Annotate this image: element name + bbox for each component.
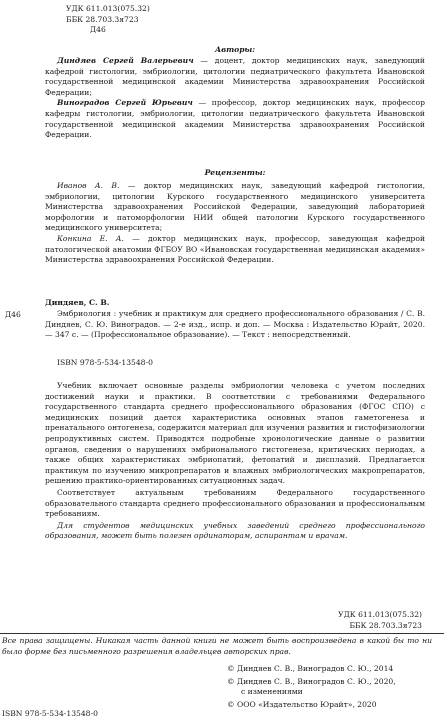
annotation-paragraph-1: Учебник включает основные разделы эмбриологии человека с учетом последних достижений науки и практики. В соответствии с требованиями Федерального государственного стандарта среднего профессионального образования (ФГОС СПО) с медицинских позиций дается характеристика основных этапов гаметогенеза и пренатального онтогенеза, содержится материал для изучения развития и гистофизиологии репродуктивных систем. Приводятся подробные хронологические данные о развитии органов, сведения о нарушениях эмбрионального гистогенеза, критических периодах, а также общих характеристиках эмбриопатий, фетопатий и дисплазий. Предлагается практикум по изучению микропрепаратов и влажных эмбриологических макропрепаратов, решению практико-ориентированных ситуационных задач. — [45, 381, 425, 486]
reviewer-2-text: — доктор медицинских наук, профессор, заведующая кафедрой патологической анатомии ФГБОУ ВО «Ивановская государственная медицинская академия» Министерства здравоохранения Российской Федерации. — [45, 233, 425, 265]
authors-block — [45, 56, 425, 141]
rights-isbn: ISBN 978-5-534-13548-0 — [2, 709, 98, 718]
copyright-block — [227, 664, 442, 710]
udk-code: УДК 611.013(075.32) — [66, 4, 150, 13]
copyright-line-1: © Диндяев С. В., Виноградов С. Ю., 2014 — [227, 664, 394, 673]
reviewers-heading: Рецензенты: — [204, 168, 266, 177]
annotation-block — [45, 381, 425, 542]
reviewer-2-name: Конкина Е. А. — [57, 233, 124, 243]
catalog-entry: Эмбриология : учебник и практикум для среднего профессионального образования / С. В. Диндяев, С. Ю. Виноградов. — 2-е изд., испр. и доп. — Москва : Издательство Юрайт, 2020. — 347 с. — (Профессиональное образование). — Текст : непосредственный. — [45, 309, 425, 340]
reviewer-2 — [45, 234, 425, 266]
author-sign: Д46 — [90, 25, 106, 35]
annotation-udk: УДК 611.013(075.32) — [338, 610, 422, 619]
author-1 — [45, 56, 425, 98]
copyright-line-2: © Диндяев С. В., Виноградов С. Ю., 2020, — [227, 676, 396, 686]
copyright-line-3: © ООО «Издательство Юрайт», 2020 — [227, 699, 377, 709]
annotation-codes — [45, 610, 422, 631]
reviewers-block — [45, 181, 425, 266]
reviewer-1-text: — доктор медицинских наук, заведующий кафедрой гистологии, эмбриологии, цитологии Курского государственного медицинского университета Министерства здравоохранения Российской Федерации, заведующий лабораторией морфологии и патоморфологии НИИ общей патологии Курского государственного медицинского университета; — [45, 181, 425, 233]
catalog-main-author: Диндяев, С. В. — [45, 298, 110, 307]
rights-notice: Все права защищены. Никакая часть данной книги не может быть воспроизведена в какой бы то ни было форме без письменного разрешения владельцев авторских прав. — [2, 636, 432, 656]
author-1-name: Диндяев Сергей Валерьевич — [57, 56, 194, 65]
author-1-text: — доцент, доктор медицинских наук, заведующий кафедрой гистологии, эмбриологии, цитологии педиатрического факультета Ивановской государственной медицинской академии Министерства здравоохранения Российской Федерации; — [45, 56, 425, 97]
reviewer-1-name: Иванов А. В. — [57, 181, 120, 190]
author-2-name: Виноградов Сергей Юрьевич — [57, 98, 193, 108]
author-2 — [45, 98, 425, 140]
section-divider — [0, 633, 444, 634]
author-2-text: — профессор, доктор медицинских наук, профессор кафедры гистологии, эмбриологии, цитологии педиатрического факультета Ивановской государственной медицинской академии Министерства здравоохранения Российской Федерации. — [45, 98, 425, 140]
reviewer-1 — [45, 181, 425, 234]
classification-block — [66, 4, 206, 36]
copyright-line-2b: с изменениями — [241, 687, 303, 697]
annotation-paragraph-2: Соответствует актуальным требованиям Федерального государственного образовательного стандарта среднего профессионального образования и профессиональным требованиям. — [45, 487, 425, 519]
catalog-code: Д46 — [5, 310, 21, 319]
annotation-bbk: ББК 28.703.3я723 — [349, 620, 422, 630]
catalog-isbn: ISBN 978-5-534-13548-0 — [57, 358, 153, 367]
annotation-audience: Для студентов медицинских учебных заведений среднего профессионального образования, может быть полезен ординаторам, аспирантам и врачам. — [45, 520, 425, 541]
bbk-code: ББК 28.703.3я723 — [66, 14, 139, 24]
authors-heading: Авторы: — [214, 45, 256, 54]
